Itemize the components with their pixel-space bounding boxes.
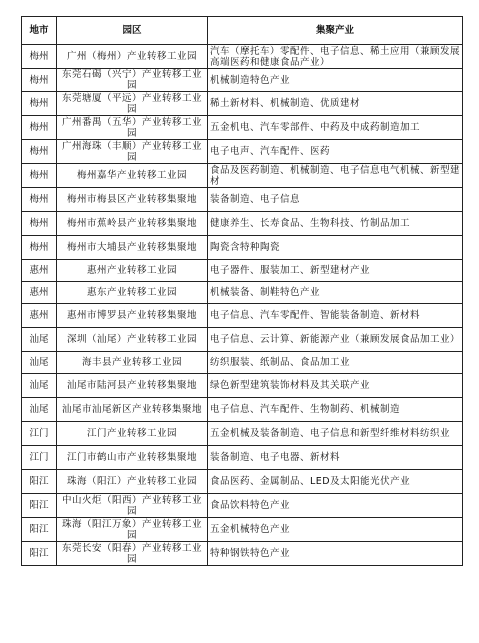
table-row bbox=[22, 116, 463, 140]
industry-cell: 机械制造特色产业 bbox=[208, 69, 463, 92]
park-cell: 惠东产业转移工业园 bbox=[57, 282, 208, 304]
table-row bbox=[22, 374, 463, 398]
industry-cell: 陶瓷含特种陶瓷 bbox=[208, 236, 463, 260]
table-row bbox=[22, 352, 463, 374]
park-cell: 汕尾市汕尾新区产业转移集聚地 bbox=[57, 398, 208, 422]
table-row bbox=[22, 164, 463, 188]
city-cell: 惠州 bbox=[22, 304, 57, 328]
industry-cell: 五金机电、汽车零部件、中药及中成药制造加工 bbox=[208, 116, 463, 140]
park-cell: 中山火炬（阳西）产业转移工业园 bbox=[57, 494, 208, 518]
park-cell: 梅州嘉华产业转移工业园 bbox=[57, 164, 208, 188]
park-cell: 惠州市博罗县产业转移集聚地 bbox=[57, 304, 208, 328]
industry-cell: 电子信息、云计算、新能源产业（兼顾发展食品加工业） bbox=[208, 328, 463, 352]
industry-cell: 五金机械及装备制造、电子信息和新型纤维材料纺织业 bbox=[208, 422, 463, 446]
city-cell: 梅州 bbox=[22, 188, 57, 212]
industry-cell: 绿色新型建筑装饰材料及其关联产业 bbox=[208, 374, 463, 398]
industry-cell: 汽车（摩托车）零配件、电子信息、稀土应用（兼顾发展高端医药和健康食品产业） bbox=[208, 45, 463, 69]
industry-cell: 稀土新材料、机械制造、优质建材 bbox=[208, 92, 463, 116]
industry-cell: 电子器件、服装加工、新型建材产业 bbox=[208, 260, 463, 282]
park-cell: 珠海（阳江）产业转移工业园 bbox=[57, 470, 208, 494]
industry-cell: 电子信息、汽车配件、生物制药、机械制造 bbox=[208, 398, 463, 422]
park-cell: 东莞长安（阳春）产业转移工业园 bbox=[57, 542, 208, 566]
city-cell: 阳江 bbox=[22, 470, 57, 494]
table-row bbox=[22, 446, 463, 470]
table-body bbox=[22, 45, 463, 566]
park-cell: 江门产业转移工业园 bbox=[57, 422, 208, 446]
table-row bbox=[22, 328, 463, 352]
industry-cell: 食品饮料特色产业 bbox=[208, 494, 463, 518]
park-cell: 梅州市蕉岭县产业转移集聚地 bbox=[57, 212, 208, 236]
header-park: 园区 bbox=[57, 17, 208, 45]
industry-cell: 特种钢铁特色产业 bbox=[208, 542, 463, 566]
park-cell: 惠州产业转移工业园 bbox=[57, 260, 208, 282]
table-row bbox=[22, 494, 463, 518]
city-cell: 阳江 bbox=[22, 494, 57, 518]
park-cell: 东莞塘厦（平远）产业转移工业园 bbox=[57, 92, 208, 116]
header-industry: 集聚产业 bbox=[208, 17, 463, 45]
city-cell: 梅州 bbox=[22, 236, 57, 260]
table-row bbox=[22, 45, 463, 69]
table-row bbox=[22, 92, 463, 116]
city-cell: 梅州 bbox=[22, 116, 57, 140]
city-cell: 江门 bbox=[22, 422, 57, 446]
city-cell: 阳江 bbox=[22, 518, 57, 542]
header-city: 地市 bbox=[22, 17, 57, 45]
industry-cell: 健康养生、长寿食品、生物科技、竹制品加工 bbox=[208, 212, 463, 236]
city-cell: 梅州 bbox=[22, 212, 57, 236]
park-cell: 梅州市梅县区产业转移集聚地 bbox=[57, 188, 208, 212]
city-cell: 阳江 bbox=[22, 542, 57, 566]
park-cell: 梅州市大埔县产业转移集聚地 bbox=[57, 236, 208, 260]
industry-cell: 五金机械特色产业 bbox=[208, 518, 463, 542]
park-cell: 广州番禺（五华）产业转移工业园 bbox=[57, 116, 208, 140]
park-cell: 珠海（阳江万象）产业转移工业园 bbox=[57, 518, 208, 542]
table-row bbox=[22, 542, 463, 566]
industry-cell: 装备制造、电子信息 bbox=[208, 188, 463, 212]
park-cell: 东莞石碣（兴宁）产业转移工业园 bbox=[57, 69, 208, 92]
industry-cell: 机械装备、制鞋特色产业 bbox=[208, 282, 463, 304]
industry-cell: 食品医药、金属制品、LED及太阳能光伏产业 bbox=[208, 470, 463, 494]
table-row bbox=[22, 236, 463, 260]
table-row bbox=[22, 140, 463, 164]
city-cell: 汕尾 bbox=[22, 352, 57, 374]
city-cell: 惠州 bbox=[22, 282, 57, 304]
city-cell: 梅州 bbox=[22, 45, 57, 69]
city-cell: 汕尾 bbox=[22, 398, 57, 422]
industry-cell: 食品及医药制造、机械制造、电子信息电气机械、新型建材 bbox=[208, 164, 463, 188]
table-row bbox=[22, 212, 463, 236]
city-cell: 汕尾 bbox=[22, 374, 57, 398]
table-row bbox=[22, 304, 463, 328]
table-row bbox=[22, 188, 463, 212]
park-cell: 汕尾市陆河县产业转移集聚地 bbox=[57, 374, 208, 398]
table-header-row bbox=[22, 17, 463, 45]
table-row bbox=[22, 282, 463, 304]
park-cell: 江门市鹤山市产业转移集聚地 bbox=[57, 446, 208, 470]
table-row bbox=[22, 69, 463, 92]
city-cell: 汕尾 bbox=[22, 328, 57, 352]
city-cell: 江门 bbox=[22, 446, 57, 470]
table-row bbox=[22, 260, 463, 282]
table-row bbox=[22, 398, 463, 422]
city-cell: 梅州 bbox=[22, 69, 57, 92]
table-row bbox=[22, 470, 463, 494]
industry-park-table bbox=[21, 16, 463, 566]
table-row bbox=[22, 422, 463, 446]
industry-cell: 电子电声、汽车配件、医药 bbox=[208, 140, 463, 164]
industry-cell: 纺织服装、纸制品、食品加工业 bbox=[208, 352, 463, 374]
park-cell: 广州（梅州）产业转移工业园 bbox=[57, 45, 208, 69]
park-cell: 海丰县产业转移工业园 bbox=[57, 352, 208, 374]
park-cell: 深圳（汕尾）产业转移工业园 bbox=[57, 328, 208, 352]
industry-cell: 电子信息、汽车零配件、智能装备制造、新材料 bbox=[208, 304, 463, 328]
park-cell: 广州海珠（丰顺）产业转移工业园 bbox=[57, 140, 208, 164]
city-cell: 梅州 bbox=[22, 140, 57, 164]
city-cell: 梅州 bbox=[22, 164, 57, 188]
city-cell: 惠州 bbox=[22, 260, 57, 282]
industry-cell: 装备制造、电子电器、新材料 bbox=[208, 446, 463, 470]
table-row bbox=[22, 518, 463, 542]
city-cell: 梅州 bbox=[22, 92, 57, 116]
